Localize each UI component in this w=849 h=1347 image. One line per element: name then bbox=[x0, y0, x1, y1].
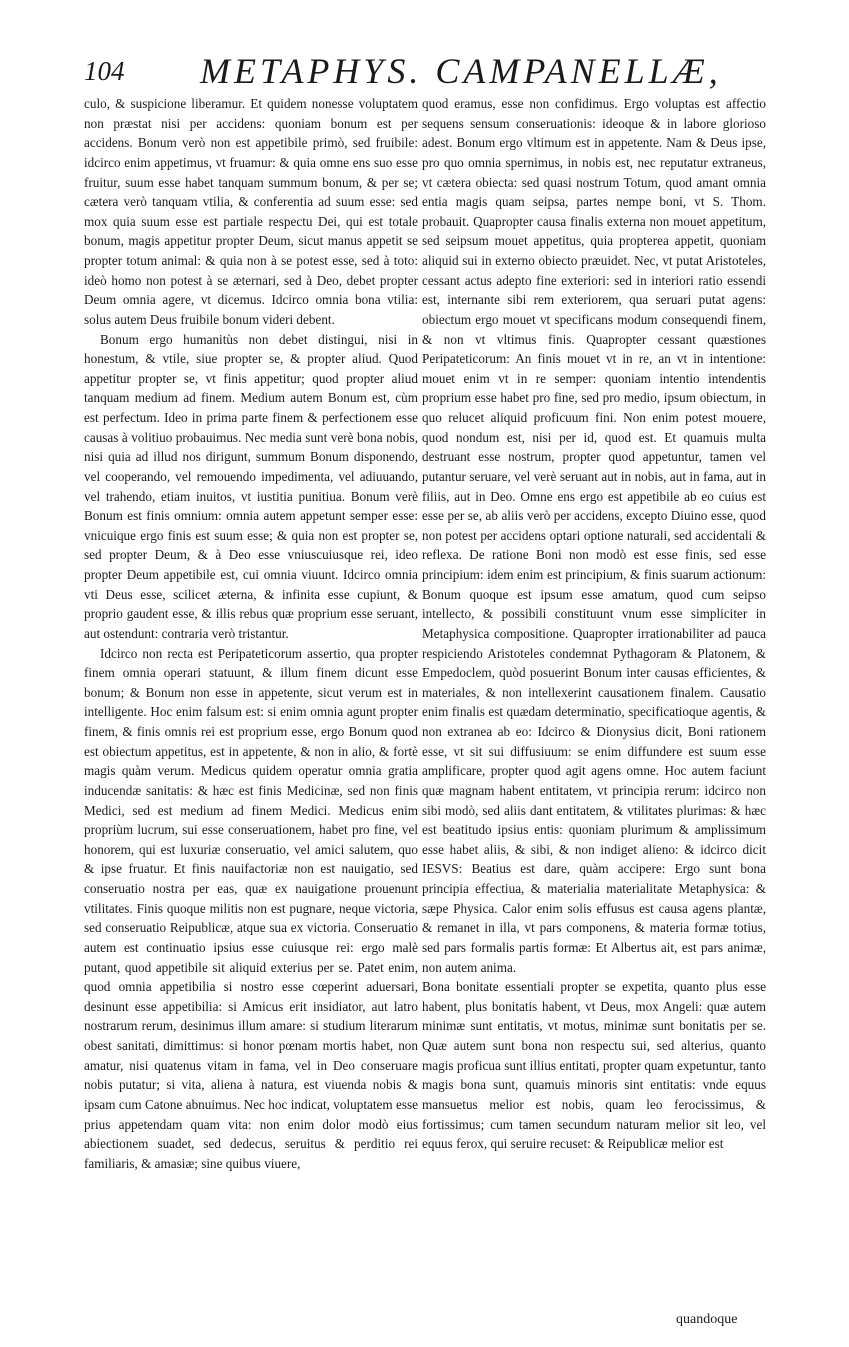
page-header bbox=[84, 50, 784, 98]
paragraph: Bona bonitate essentiali propter se expetita, quanto plus esse habent, plus bonitatis habent, vt Deus, mox Angeli: quæ autem minimæ sunt entitatis, vt motus, minimæ sunt bonitatis per se. Quæ autem sunt bona non respectu sui, sed alterius, quanto magis proficua sunt illius entitati, propter quam expetuntur, tanto magis bona sunt, quamuis minoris sint entitatis: vnde equus mansuetus melior est nobis, quam leo ferocissimus, & fortissimus; cum tamen secundum naturam melior sit leo, vel equus ferox, qui seruire recuset: & Reipublicæ melior est bbox=[422, 979, 766, 1152]
paragraph: Idcirco non recta est Peripateticorum assertio, qua propter finem omnia operari statuunt, & illum finem dicunt esse bonum; & Bonum non esse in appetente, sicut verum est in intelligente. Hoc enim falsum est: si enim omnia agunt propter finem, & finis omnis rei est proprium esse, ergo Bonum quod est obiectum appetitus, est in appetente, & non in alio, & fortè magis quàm verum. Medicus quidem operatur omnia gratia inducendæ sanitatis: & hæc est finis Medicinæ, sed non finis Medici, sed est medium ad finem Medici. Medicus enim propriùm lucrum, sui esse conseruationem, habet pro fine, vel honorem, qui est luxuriæ conseruatio, vel amici salutem, quo & ipse fruatur. Et finis nauifactoriæ non est nauigatio, sed conseruatio nostra per eas, quæ ex nauigatione prouenunt vtilitates. Finis quoque militis non est pugnare, neque victoria, sed conseruatio Reipublicæ, atque sua ex victoria. Conseruatio autem est continuatio ipsius esse cuiusque rei: ergo malè putant, quod appetibile sit aliquid exterius per se. Patet enim, quod omnia appetibilia si nostro esse cœperint aduersari, desinunt esse appetibilia: si Amicus erit insidiator, aut latro nostrarum rerum, desinimus illum amare: si studium literarum obest sanitati, dimittimus: si honor pœnam mortis habet, non amatur, nisi quatenus vitam in fama, vel in Deo conseruare nobis putatur; si vita, aliena à natura, est viuenda nobis & ipsam cum Catone abnuimus. Nec hoc indicat, voluptatem esse prius appetendam quam vita: non enim dolor modò eius abiectionem suadet, sed dedecus, seruitus & perditio rei familiaris, & amasiæ; sine quibus viuere, bbox=[84, 645, 418, 1171]
left-column bbox=[84, 94, 418, 1173]
paragraph: Bonum ergo humanitùs non debet distingui, nisi in honestum, & vtile, siue propter se, & propter aliud. Quod appetitur propter se, vt finis appetitur; quod propter aliud tanquam medium ad finem. Medium autem Bonum est, cùm est perfectum. Ideo in prima parte finem & perfectionem esse causas à volitiuo probauimus. Nec media sunt verè bona nobis, nisi quia ad illud nos dirigunt, summum Bonum disponendo, vel cooperando, vel remouendo impedimenta, vel adiuuando, vel trahendo, etiam inuitos, vt iustitia punitiua. Bonum verè Bonum est finis omnium: omnia autem appetunt semper esse: vnicuique ergo finis est suum esse; & quia non est propter se, sed propter Deum, & à Deo esse vniuscuiusque rei, ideo propter Deum appetibile est, cui omnia viuunt. Idcirco omnia vti Deus esse, scilicet æterna, & infinita esse cupiunt, & proprio gaudent esse, & illis rebus quæ proprium esse seruant, aut ostendunt: contraria verò tristantur. bbox=[84, 331, 418, 641]
page-number: 104 bbox=[84, 56, 125, 86]
paragraph: culo, & suspicione liberamur. Et quidem nonesse voluptatem non præstat nisi per accidens: quoniam bonum est per accidens. Bonum verò non est appetibile primò, sed fruibile: idcirco enim appetimus, vt fruamur: & quia omne ens suo esse fruitur, suum esse habet tanquam summum bonum, & per se; cætera verò tanquam vtilia, & conferentia ad suum esse: sed mox quia suum esse est partiale respectu Dei, qui est totale bonum, magis appetitur propter Deum, sicut manus appetit se propter totum animal: & quia non à se potest esse, sed à toto: ideò homo non potest à se æternari, sed à Deo, debet propter Deum omnia agere, vt dicemus. Idcirco omnia bona vtilia: solus autem Deus fruibile bonum videri debent. bbox=[84, 96, 418, 327]
paragraph: quod eramus, esse non confidimus. Ergo voluptas est affectio sequens sensum conseruationis: ideoque & in labore glorioso adest. Bonum ergo vltimum est in appetente. Nam & Deus ipse, pro quo omnia spernimus, in nobis est, nec reputatur extraneus, vt cætera obiecta: sed quasi nostrum Totum, quod amant omnia entia magis quam seipsa, partes nempe boni, vt S. Thom. probauit. Quapropter causa finalis externa non mouet appetitum, sed seipsum mouet appetitus, quia propterea appetit, quoniam aliquid sui in externo obiecto præuidet. Nec, vt putat Aristoteles, cessant actus adepto fine exteriori: sed in interiori ratio essendi est, internante sibi rem exteriorem, qua seruari putat agens: obiectum ergo mouet vt specificans modum consequendi finem, & non vt vltimus finis. Quapropter cessant quæstiones Peripateticorum: An finis mouet vt in re, an vt in intentione: mouet enim vt in re semper: quoniam intentio intendentis proprium esse habet pro fine, sed pro medio, ipsum obiectum, in quo relucet aliquid proficuum fini. Non enim potest mouere, quod nondum est, nisi per id, quod est. Et quamuis multa destruant esse nostrum, propter quod appetuntur, tamen vel putantur seruare, vel verè seruant aut in nobis, aut in fama, aut in filiis, aut in Deo. Omne ens ergo est appetibile ab eo cuius est esse per se, ab aliis verò per accidens, excepto Diuino esse, quod non potest per accidens optari optione naturali, sed accidentali & reflexa. De ratione Boni non modò est esse finis, sed esse principium: idem enim est principium, & finis suarum actionum: Bonum quoque est ipsum esse amatum, quod cum seipso intellecto, & possibili constituunt vnum esse simpliciter in Metaphysica compositione. Quapropter irrationabiliter ad pauca respiciendo Aristoteles condemnat Pythagoram & Platonem, & Empedoclem, quòd posuerint Bonum inter causas efficientes, & materiales, & non intellexerint causationem finalem. Causatio enim finalis est quædam determinatio, specificatioque agentis, & non extranea ab eo: Idcirco & Dionysius dicit, Boni rationem esse, vt sit sui diffusiuum: se enim diffundere est suum esse amplificare, propter quod agit agens omne. Hoc autem faciunt quæ magnam habent entitatem, vt principia rerum: idcirco non sibi modò, sed aliis dant entitatem, & vtilitates plurimas: & hæc est beatitudo ipsius entis: quoniam plurimum & amplissimum esse habet aliis, & sibi, & non indiget alieno: & idcirco dicit IESVS: Beatius est dare, quàm accipere: Ergo sunt bona principia effectiua, & materialia materialitate Metaphysica: & sæpe Physica. Calor enim solis effusus est causa agens plantæ, & remanet in illa, vt pars componens, & materia formæ totius, sed pars formalis partis formæ: Et Albertus ait, est pars animæ, non autem anima. bbox=[422, 96, 766, 975]
right-column bbox=[422, 94, 766, 1154]
running-head: METAPHYS. CAMPANELLÆ, bbox=[200, 51, 722, 91]
catchword: quandoque bbox=[676, 1312, 738, 1327]
